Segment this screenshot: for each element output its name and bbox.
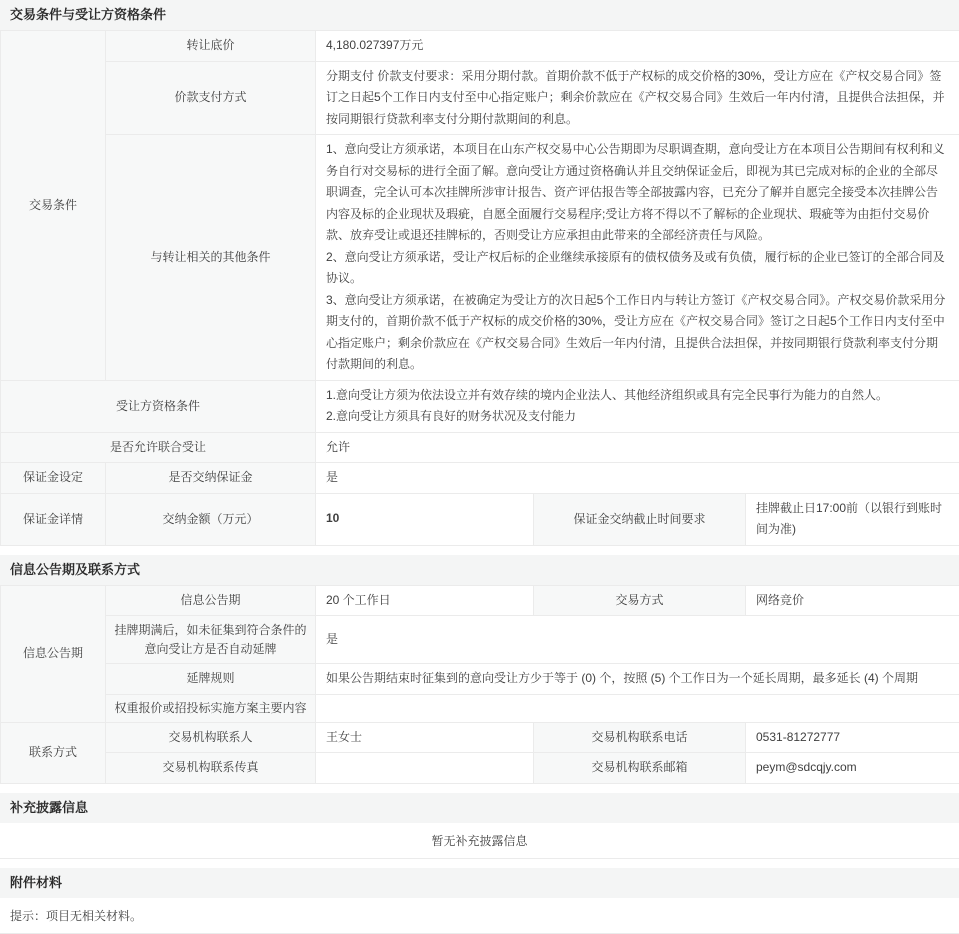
- table-row: [1, 694, 959, 722]
- deposit-detail-group-label: 保证金详情: [1, 493, 106, 545]
- weight-plan-value: [316, 694, 959, 722]
- trade-method-label: 交易方式: [534, 585, 746, 616]
- deposit-set-group-label: 保证金设定: [1, 463, 106, 494]
- extend-rule-label: 延牌规则: [106, 664, 316, 695]
- supplementary-empty-text: 暂无补充披露信息: [0, 823, 959, 859]
- deposit-required-label: 是否交纳保证金: [106, 463, 316, 494]
- deposit-required-value: 是: [316, 463, 959, 494]
- extend-rule-value: 如果公告期结束时征集到的意向受让方少于等于 (0) 个，按照 (5) 个工作日为一个延长周期，最多延长 (4) 个周期: [316, 664, 959, 695]
- table-row: [1, 664, 959, 695]
- table-row: [1, 616, 959, 664]
- trade-conditions-table: [0, 30, 959, 546]
- contact-person-label: 交易机构联系人: [106, 722, 316, 753]
- contact-fax-label: 交易机构联系传真: [106, 753, 316, 784]
- trade-method-value: 网络竞价: [746, 585, 959, 616]
- qualification-value: [316, 380, 959, 432]
- section-divider: [0, 784, 959, 793]
- deposit-deadline-value: 挂牌截止日17:00前（以银行到账时间为准): [746, 493, 959, 545]
- table-row: [1, 585, 959, 616]
- other-conditions-paragraph: 2、意向受让方须承诺，受让产权后标的企业继续承接原有的债权债务及或有负债，履行标的企业已签订的全部合同及协议。: [326, 247, 949, 290]
- joint-transfer-value: 允许: [316, 432, 959, 463]
- attachments-hint-text: 提示：项目无相关材料。: [0, 898, 959, 934]
- trade-conditions-group-label: 交易条件: [1, 31, 106, 381]
- table-row: [1, 31, 959, 62]
- floor-price-value: 4,180.027397万元: [316, 31, 959, 62]
- table-row: [1, 432, 959, 463]
- notice-contact-table: [0, 585, 959, 784]
- section-title-supplementary: 补充披露信息: [0, 793, 959, 823]
- qualification-label: 受让方资格条件: [1, 380, 316, 432]
- floor-price-label: 转让底价: [106, 31, 316, 62]
- contact-person-value: 王女士: [316, 722, 534, 753]
- weight-plan-label: 权重报价或招投标实施方案主要内容: [106, 694, 316, 722]
- table-row: [1, 493, 959, 545]
- notice-period-value: 20 个工作日: [316, 585, 534, 616]
- notice-group-label: 信息公告期: [1, 585, 106, 722]
- section-title-notice-contact: 信息公告期及联系方式: [0, 555, 959, 585]
- table-row: [1, 753, 959, 784]
- deposit-amount-value: 10: [316, 493, 534, 545]
- deposit-deadline-label: 保证金交纳截止时间要求: [534, 493, 746, 545]
- contact-email-value: peym@sdcqjy.com: [746, 753, 959, 784]
- section-title-trade-conditions: 交易条件与受让方资格条件: [0, 0, 959, 30]
- other-conditions-label: 与转让相关的其他条件: [106, 135, 316, 381]
- deposit-amount-label: 交纳金额（万元）: [106, 493, 316, 545]
- section-divider: [0, 859, 959, 868]
- table-row: [1, 135, 959, 381]
- contact-email-label: 交易机构联系邮箱: [534, 753, 746, 784]
- contact-phone-value: 0531-81272777: [746, 722, 959, 753]
- payment-method-label: 价款支付方式: [106, 61, 316, 135]
- notice-period-label: 信息公告期: [106, 585, 316, 616]
- auto-extend-label: 挂牌期满后，如未征集到符合条件的意向受让方是否自动延牌: [106, 616, 316, 664]
- contact-fax-value: [316, 753, 534, 784]
- contact-phone-label: 交易机构联系电话: [534, 722, 746, 753]
- auto-extend-value: 是: [316, 616, 959, 664]
- other-conditions-value: [316, 135, 959, 381]
- section-divider: [0, 546, 959, 555]
- table-row: [1, 722, 959, 753]
- section-title-attachments: 附件材料: [0, 868, 959, 898]
- qualification-line: 1.意向受让方须为依法设立并有效存续的境内企业法人、其他经济组织或具有完全民事行为能力的自然人。: [326, 385, 949, 407]
- contact-group-label: 联系方式: [1, 722, 106, 783]
- table-row: [1, 380, 959, 432]
- qualification-line: 2.意向受让方须具有良好的财务状况及支付能力: [326, 406, 949, 428]
- other-conditions-paragraph: 1、意向受让方须承诺，本项目在山东产权交易中心公告期即为尽职调查期，意向受让方在本项目公告期间有权利和义务自行对交易标的进行全面了解。意向受让方通过资格确认并且交纳保证金后，即视为其已完成对标的企业的全部尽职调查，完全认可本次挂牌所涉审计报告、资产评估报告等全部披露内容，已充分了解并自愿完全接受本次挂牌公告内容及标的企业现状及瑕疵，自愿全面履行交易程序;受让方将不得以不了解标的企业现状、瑕疵等为由拒付交易价款、放弃受让或退还挂牌标的，否则受让方应承担由此带来的全部经济责任与风险。: [326, 139, 949, 247]
- table-row: [1, 463, 959, 494]
- table-row: [1, 61, 959, 135]
- other-conditions-paragraph: 3、意向受让方须承诺，在被确定为受让方的次日起5个工作日内与转让方签订《产权交易合同》。产权交易价款采用分期支付的，首期价款不低于产权标的成交价格的30%，受让方应在《产权交易合同》签订之日起5个工作日内支付至中心指定账户；剩余价款应在《产权交易合同》生效后一年内付清，且提供合法担保，并按同期银行贷款利率支付分期付款期间的利息。: [326, 290, 949, 376]
- payment-method-value: 分期支付 价款支付要求：采用分期付款。首期价款不低于产权标的成交价格的30%，受让方应在《产权交易合同》签订之日起5个工作日内支付至中心指定账户；剩余价款应在《产权交易合同》生效后一年内付清，且提供合法担保，并按同期银行贷款利率支付分期付款期间的利息。: [316, 61, 959, 135]
- joint-transfer-label: 是否允许联合受让: [1, 432, 316, 463]
